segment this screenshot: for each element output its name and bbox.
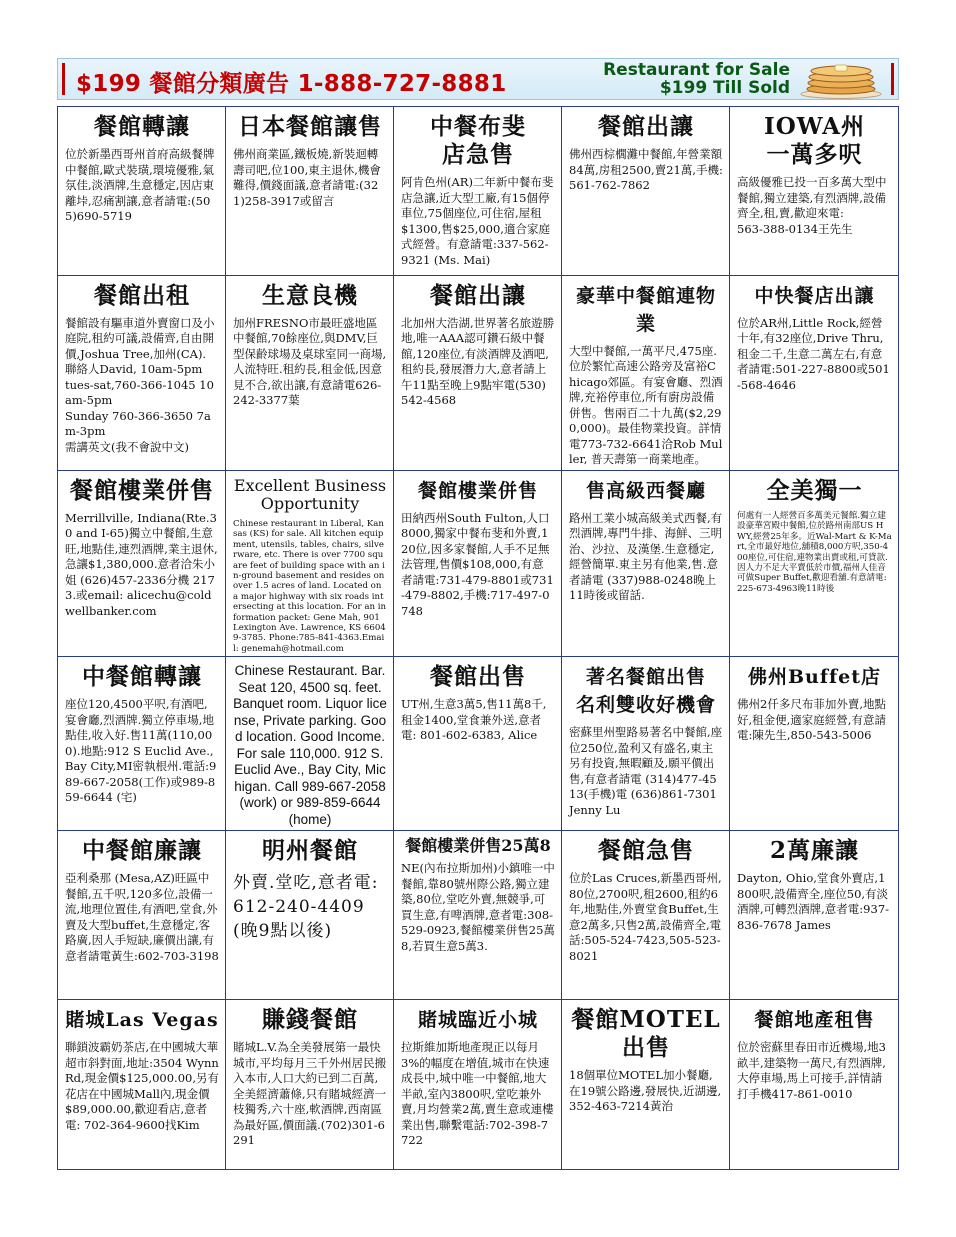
ad-body: 大型中餐館,一萬平尺,475座.位於繁忙高速公路旁及富裕Chicago郊區。有宴會廳、烈酒牌,充裕停車位,所有廚房設備併售。售兩百二十九萬($2,290,000)。最佳物業投資。詳情電773-732-6641洽Rob Muller, 普天壽第一商業地產。 bbox=[569, 343, 723, 467]
ad-cell bbox=[394, 1000, 562, 1169]
ad-title: 中餐館廉讓 bbox=[82, 837, 202, 865]
pancake-stack-icon bbox=[798, 61, 884, 99]
ad-cell bbox=[394, 471, 562, 657]
ad-cell bbox=[58, 107, 226, 276]
ad-body: 佛州2仟多尺布菲加外賣,地點好,租金便,適家庭經營,有意請電:陳先生,850-543-5006 bbox=[737, 697, 886, 743]
ad-title: 餐館地產租售 bbox=[754, 1009, 875, 1032]
ad-body: 加州FRESNO市最旺盛地區中餐館,70餘座位,與DMV,巨型保齡球場及桌球室同一商場,人流特旺.租約長,租金低,因意見不合,欲出讓,有意請電626-242-3377葉 bbox=[233, 315, 387, 408]
ad-body: 賭城L.V.為全美發展第一最快城市,平均每月三千外州居民搬入本市,人口大約已到二百萬,全美經濟蕭條,只有賭城經濟一枝獨秀,六十座,軟酒牌,西南區為最好區,價面議.(702)301-6291 bbox=[233, 1040, 387, 1148]
ad-title: 餐館出售 bbox=[430, 663, 526, 691]
ad-title: 全美獨一 bbox=[766, 476, 863, 504]
ad-title: 餐館樓業併售25萬8 bbox=[405, 836, 551, 856]
ad-cell bbox=[562, 1000, 730, 1169]
ad-cell bbox=[226, 276, 394, 471]
ad-cell bbox=[58, 657, 226, 831]
ad-title: 餐館MOTEL 出售 bbox=[571, 1006, 721, 1062]
banner-sale-text bbox=[603, 61, 790, 97]
banner-phone-title: $199 餐館分類廣告 1-888-727-8881 bbox=[76, 71, 507, 97]
ad-title: 明州餐館 bbox=[262, 837, 358, 865]
ad-body: 何處有一人經營百多萬美元餐館.獨立建設豪華宮殿中餐館,位於路州南部US HWY,經營25年多。近Wal-Mart & K-Mart,全市最好地位,舖積8,000方呎,350-400座位,可住宿,連物業出賣或租,可貸款.因人力不足大平賣低於市價,福州人佳音可做Super Buffet,歡迎看舖.有意請電:225-673-4963晚11時後 bbox=[737, 510, 892, 594]
ad-cell bbox=[58, 831, 226, 1000]
ad-body: 佛州西棕櫚灘中餐館,年營業額84萬,房租2500,賣21萬,手機:561-762-7862 bbox=[569, 147, 723, 192]
ad-body: Dayton, Ohio,堂食外賣店,1800呎,設備齊全,座位50,有淡酒牌,可轉烈酒牌,意者電:937-836-7678 James bbox=[737, 871, 890, 932]
ad-cell bbox=[562, 657, 730, 831]
ad-title: 賭城臨近小城 bbox=[417, 1009, 538, 1032]
ad-body: 聯鎖波霸奶茶店,在中國城大華超市斜對面,地址:3504 Wynn Rd,現金價$125,000.00,另有花店在中國城Mall內,現金價$89,000.00,歡迎看店,意者電: 702-364-9600找Kim bbox=[65, 1040, 219, 1132]
banner-restaurant-for-sale: Restaurant for Sale bbox=[603, 60, 790, 80]
ad-body: 密蘇里州聖路易著名中餐館,座位250位,盈利又有盛名,東主另有投資,無暇顧及,願平價出售,有意者請電 (314)477-4513(手機)電 (636)861-7301 Jenny Lu bbox=[569, 725, 723, 817]
ad-cell bbox=[226, 831, 394, 1000]
banner-price: $199 Till Sold bbox=[659, 78, 790, 98]
ad-title: 生意良機 bbox=[262, 281, 358, 309]
ad-cell bbox=[58, 276, 226, 471]
ad-body: 位於AR州,Little Rock,經營十年,有32座位,Drive Thru,租金二千,生意二萬左右,有意者請電:501-227-8800或501-568-4646 bbox=[737, 315, 890, 392]
ad-title: 餐館出讓 bbox=[598, 113, 694, 140]
ad-title: 豪華中餐館連物業 bbox=[575, 284, 716, 335]
ad-body: 高級優雅已投一百多萬大型中餐館,獨立建築,有烈酒牌,設備齊全,租,賣,歡迎來電: 563-388-0134王先生 bbox=[737, 175, 887, 236]
ad-body: 外賣.堂吃,意者電:612-240-4409 (晚9點以後) bbox=[233, 873, 379, 942]
ad-title: 餐館樓業併售 bbox=[417, 479, 538, 502]
ad-body: Merrillville, Indiana(Rte.30 and I-65)獨立中餐館,生意旺,地點佳,連烈酒牌,業主退休,急讓$1,380,000.意者洽朱小姐 (626)457-2336分機 2173.或email: alicechu@coldwellbanker.com bbox=[65, 510, 218, 618]
ad-cell bbox=[226, 107, 394, 276]
ad-body: NE(內布拉斯加州)小鎮唯一中餐館,靠80號州際公路,獨立建築,80位,堂吃外賣,無競爭,可買生意,有啤酒牌,意者電:308-529-0923,餐館樓業併售25萬8,若買生意5萬3. bbox=[401, 861, 555, 953]
ad-cell bbox=[730, 657, 898, 831]
ad-title: 餐館轉讓 bbox=[94, 113, 190, 140]
ad-cell bbox=[730, 831, 898, 1000]
ad-cell bbox=[562, 276, 730, 471]
ad-title: 賭城Las Vegas bbox=[65, 1009, 219, 1032]
ad-body: 田納西州South Fulton,人口8000,獨家中餐布斐和外賣,120位,因多家餐館,人手不足無法管理,售價$108,000,有意者請電:731-479-8801或731-479-8802,手機:717-497-0748 bbox=[401, 510, 554, 618]
ad-title: 賺錢餐館 bbox=[262, 1006, 358, 1034]
ad-body: 路州工業小城高級美式西餐,有烈酒牌,專門牛排、海鮮、三明治、沙拉、及漢堡.生意穩定,經營簡單.東主另有他業,售.意者請電 (337)988-0248晚上11時後或留話. bbox=[569, 510, 723, 603]
ad-title: 著名餐館出售 名利雙收好機會 bbox=[575, 666, 716, 717]
ad-cell bbox=[394, 107, 562, 276]
ad-title: 售高級西餐廳 bbox=[585, 479, 706, 502]
ad-body: 拉斯維加斯地產現正以每月3%的幅度在增值,城市在快速成長中,城中唯一中餐館,地大半畝,室內3800呎,堂吃兼外賣,月均營業2萬,賣生意或連樓業出售,聯繫電話:702-398-7722 bbox=[401, 1040, 554, 1148]
ad-body: 座位120,4500平呎,有酒吧,宴會廳,烈酒牌.獨立停車場,地點佳,收入好.售11萬(110,000).地點:912 S Euclid Ave., Bay City,MI密執根州.電話:989-667-2058(工作)或989-859-6644 (宅) bbox=[65, 697, 217, 805]
ad-cell bbox=[730, 276, 898, 471]
ad-cell bbox=[730, 1000, 898, 1169]
ad-cell bbox=[394, 276, 562, 471]
banner-left-rule bbox=[62, 63, 65, 95]
ad-body: 亞利桑那 (Mesa,AZ)旺區中餐館,五千呎,120多位,設備一流,地理位置佳,有酒吧,堂食,外賣及大型buffet,生意穩定,客路廣,因人手短缺,廉價出讓,有意者請電黃生:602-703-3198 bbox=[65, 871, 219, 963]
ad-body: 位於Las Cruces,新墨西哥州,80位,2700呎,租2600,租約6年,地點佳,外賣堂食Buffet,生意2萬多,只售2萬,設備齊全,電話:505-524-7423,505-523-8021 bbox=[569, 871, 722, 963]
ad-body: 北加州大浩湖,世界著名旅遊勝地,唯一AAA認可鑽石級中餐館,120座位,有淡酒牌及酒吧,租約長,發展潛力大,意者請上午11點至晚上9點牢電(530) 542-4568 bbox=[401, 315, 555, 408]
ad-title: 佛州Buffet店 bbox=[747, 666, 882, 689]
ad-cell bbox=[562, 471, 730, 657]
ad-title: 中餐布斐 店急售 bbox=[430, 113, 526, 168]
header-banner bbox=[57, 58, 899, 100]
ad-title: 餐館出讓 bbox=[430, 281, 526, 309]
ad-title: 中快餐店出讓 bbox=[754, 284, 875, 307]
ad-cell bbox=[730, 107, 898, 276]
ad-title: 日本餐館讓售 bbox=[238, 113, 382, 140]
ad-title: 餐館樓業併售 bbox=[70, 476, 214, 504]
ad-title: 2萬廉讓 bbox=[769, 837, 859, 865]
ad-title: 中餐館轉讓 bbox=[82, 663, 202, 691]
ad-body: Chinese Restaurant. Bar. Seat 120, 4500 sq. feet. Banquet room. Liquor license, Private parking. Good location. Good Income. For sale 110,000. 912 S. Euclid Ave., Bay City, Michigan. Call 989-667-2058 (work) or 989-859-6644 (home) bbox=[233, 663, 387, 827]
ad-body: 佛州商業區,鐵板燒,新裝迴轉壽司吧,位100,東主退休,機會難得,價錢面議,意者請電:(321)258-3917或留言 bbox=[233, 147, 381, 208]
ad-cell bbox=[226, 1000, 394, 1169]
ad-title: 餐館急售 bbox=[598, 837, 694, 865]
ad-cell bbox=[562, 107, 730, 276]
ad-cell bbox=[394, 831, 562, 1000]
ad-cell bbox=[226, 657, 394, 831]
ad-cell bbox=[58, 1000, 226, 1169]
ad-cell bbox=[58, 471, 226, 657]
banner-right-rule bbox=[891, 63, 894, 95]
ad-body: Chinese restaurant in Liberal, Kansas (KS) for sale. All kitchen equipment, utensils, tables, chairs, silverware, etc. There is over 7700 square feet of building space with an in-ground basement and resides on over 1.5 acres of land. Located on a major highway with six roads intersecting at this location. For an information packet: Gene Mah, 901 Lexington Ave. Lawrence, KS 66049-3785. Phone:785-841-4363.Email: genemah@hotmail.com bbox=[233, 518, 387, 654]
ad-cell bbox=[562, 831, 730, 1000]
ad-title: Excellent Business Opportunity bbox=[233, 475, 387, 513]
ad-body: 18個單位MOTEL加小餐廳,在19號公路邊,發展快,近湖邊,352-463-7214黃治 bbox=[569, 1068, 722, 1114]
ad-title: IOWA州 一萬多呎 bbox=[764, 113, 865, 168]
ad-body: UT州,生意3萬5,售11萬8千,租金1400,堂食兼外送,意者電: 801-602-6383, Alice bbox=[401, 697, 547, 743]
ad-cell bbox=[394, 657, 562, 831]
ad-body: 位於新墨西哥州首府高級餐牌中餐館,歐式裝璜,環境優雅,氣氛佳,淡酒牌,生意穩定,因店東離垰,忍痛割讓,意者請電:(505)690-5719 bbox=[65, 147, 215, 223]
ad-cell bbox=[226, 471, 394, 657]
ad-body: 餐館設有驅車道外賣窗口及小庭院,租約可議,設備齊,自由開價,Joshua Tree,加州(CA). 聯絡人David, 10am-5pm tues-sat,760-366-1045 10am-5pm Sunday 760-366-3650 7am-3pm 需講英文(我不會說中文) bbox=[65, 315, 215, 454]
ad-body: 位於密蘇里春田市近機場,地3畝半,建築物一萬尺,有烈酒牌,大停車場,馬上可接手,詳情請打手機417-861-0010 bbox=[737, 1040, 886, 1101]
ad-title: 餐館出租 bbox=[94, 281, 190, 309]
classified-ads-grid bbox=[57, 106, 899, 1170]
ad-body: 阿肯色州(AR)二年新中餐布斐店急讓,近大型工廠,有15個停車位,75個座位,可住宿,屋租$1300,售$25,000,適合家庭式經營。有意請電:337-562-9321 (Ms. Mai) bbox=[401, 175, 554, 267]
ad-cell bbox=[730, 471, 898, 657]
